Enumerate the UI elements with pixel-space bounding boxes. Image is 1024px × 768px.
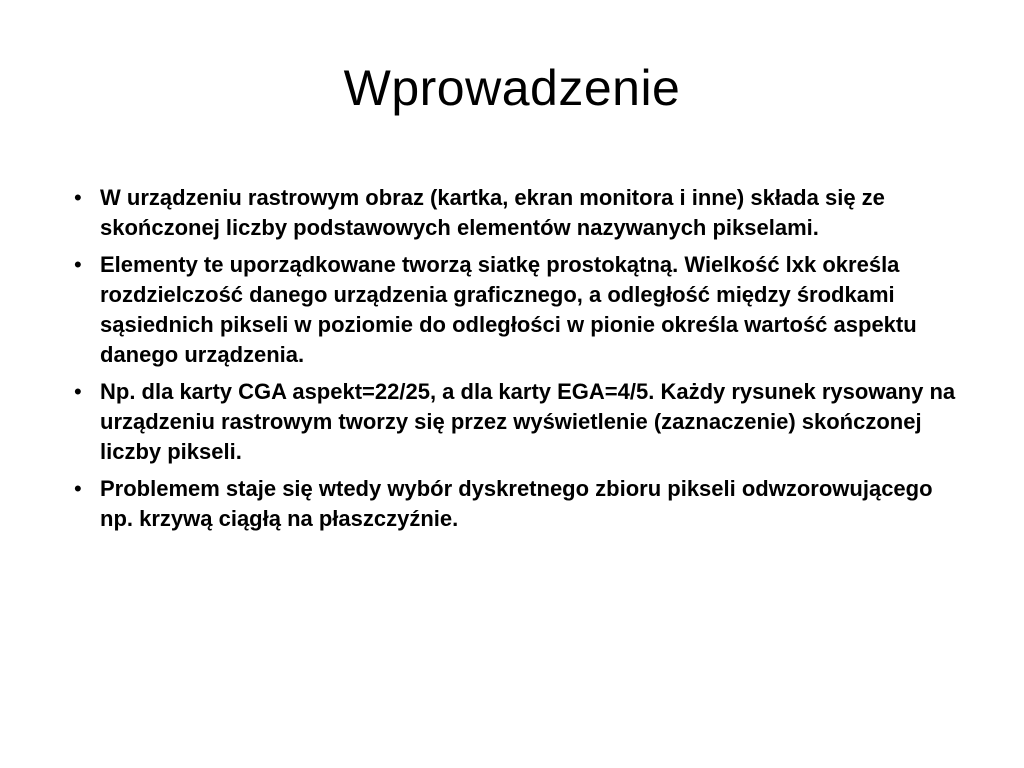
bullet-text: W urządzeniu rastrowym obraz (kartka, ekran monitora i inne) składa się ze skończonej liczby podstawowych elementów nazywanych pikselami. <box>100 185 885 240</box>
bullet-text: Np. dla karty CGA aspekt=22/25, a dla karty EGA=4/5. Każdy rysunek rysowany na urządzeniu rastrowym tworzy się przez wyświetlenie (zaznaczenie) skończonej liczby pikseli. <box>100 379 956 464</box>
bullet-text: Problemem staje się wtedy wybór dyskretnego zbioru pikseli odwzorowującego np. krzywą ciągłą na płaszczyźnie. <box>100 476 933 531</box>
bullet-icon: • <box>74 185 82 210</box>
bullet-item <box>62 377 962 467</box>
bullet-icon: • <box>74 379 82 404</box>
bullet-icon: • <box>74 252 82 277</box>
slide-title: Wprowadzenie <box>343 60 681 116</box>
bullet-icon: • <box>74 476 82 501</box>
bullet-text: Elementy te uporządkowane tworzą siatkę prostokątną. Wielkość lxk określa rozdzielczość danego urządzenia graficznego, a odległość między środkami sąsiednich pikseli w poziomie do odległości w pionie określa wartość aspektu danego urządzenia. <box>100 252 917 367</box>
bullet-item <box>62 250 962 370</box>
bullet-item <box>62 474 962 534</box>
bullet-list <box>62 183 962 541</box>
bullet-item <box>62 183 962 243</box>
